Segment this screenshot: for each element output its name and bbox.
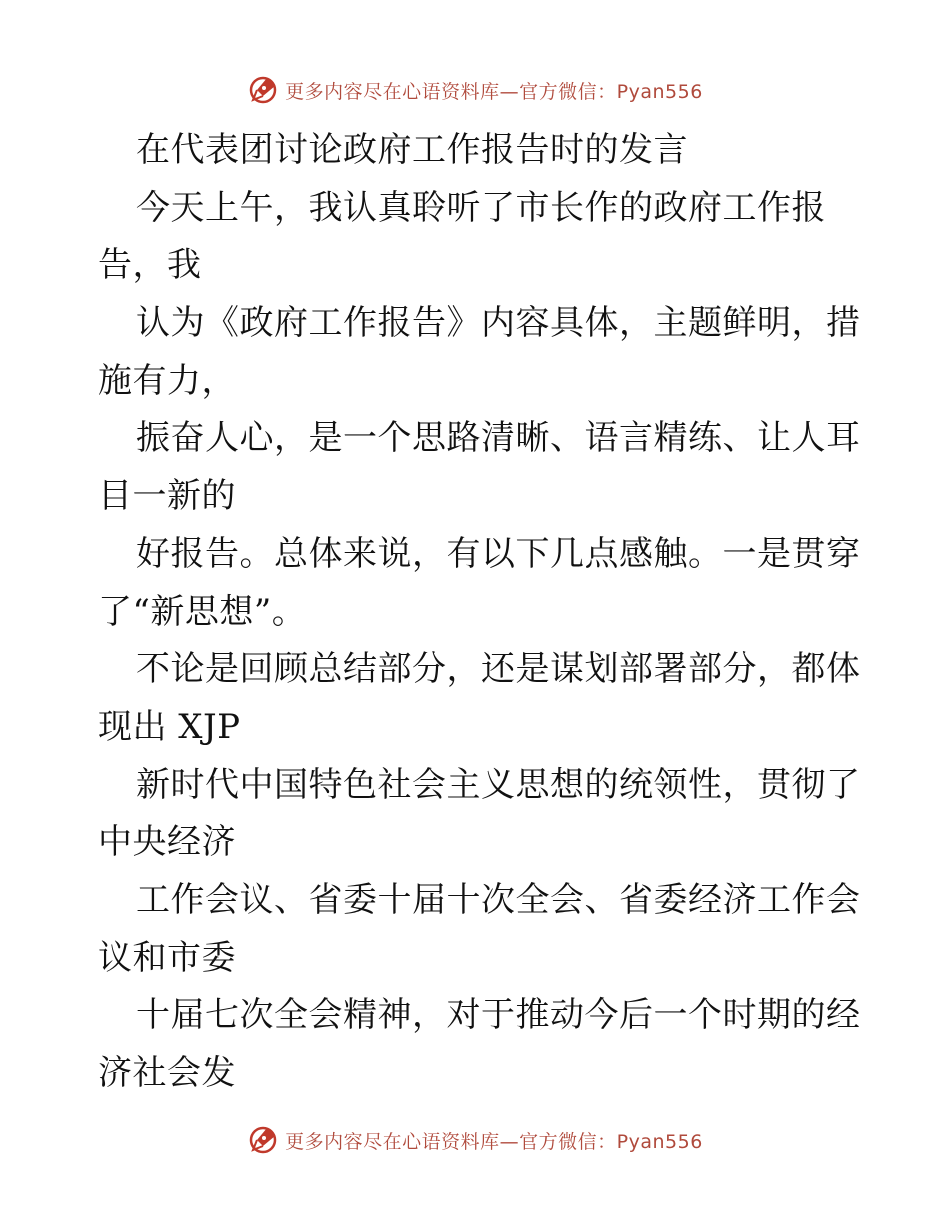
text-line: 十届七次全会精神，对于推动今后一个时期的经 (136, 995, 861, 1036)
header-banner (0, 70, 950, 110)
text-line: 今天上午，我认真聆听了市长作的政府工作报 (136, 187, 826, 228)
text-line: 不论是回顾总结部分，还是谋划部署部分，都体 (136, 649, 861, 690)
text-line: 在代表团讨论政府工作报告时的发言 (136, 130, 688, 170)
text-line: 现出 XJP (98, 706, 241, 747)
footer-banner (0, 1120, 950, 1160)
text-line: 认为《政府工作报告》内容具体，主题鲜明，措 (136, 303, 861, 344)
text-line: 告，我 (98, 245, 202, 286)
text-line: 议和市委 (98, 937, 236, 978)
pen-nib-logo-icon (247, 74, 279, 106)
text-line: 济社会发 (98, 1053, 236, 1093)
text-line: 新时代中国特色社会主义思想的统领性，贯彻了 (136, 764, 861, 805)
banner-text: 更多内容尽在心语资料库—官方微信：Pyan556 (285, 80, 703, 103)
pen-nib-logo-icon (247, 1124, 279, 1156)
document-body (98, 122, 861, 1103)
text-line: 目一新的 (98, 476, 236, 517)
text-line: 工作会议、省委十届十次全会、省委经济工作会 (136, 879, 861, 920)
text-line: 中央经济 (98, 822, 236, 863)
text-line: 了“新思想”。 (98, 591, 307, 632)
text-line: 好报告。总体来说，有以下几点感触。一是贯穿 (136, 533, 861, 574)
banner-text: 更多内容尽在心语资料库—官方微信：Pyan556 (285, 1130, 703, 1153)
text-line: 施有力， (98, 360, 236, 401)
text-line: 振奋人心，是一个思路清晰、语言精练、让人耳 (136, 418, 861, 459)
